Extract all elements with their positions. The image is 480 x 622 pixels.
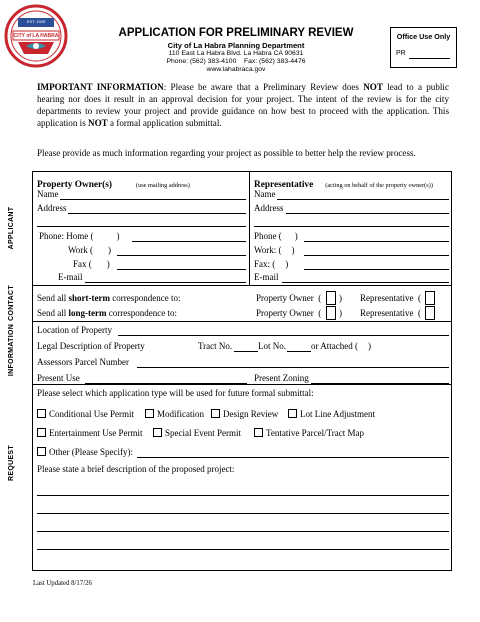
design-review-checkbox[interactable] <box>211 409 220 418</box>
intro-text-b: lead to a public hearing nor does it result in an approval decision for your project. The intent of the review is for the city departments to review your project and provide guidance on how best to proceed with the application. This application is <box>37 82 449 128</box>
location-label: Location of Property <box>37 325 112 335</box>
option-tentative-parcel-tract-map[interactable] <box>254 428 364 439</box>
rep-phone-field[interactable] <box>304 241 449 242</box>
section-label-request: REQUEST <box>8 445 15 481</box>
long-term-text-b: long-term <box>68 308 107 318</box>
apn-field[interactable] <box>137 367 449 368</box>
intro-not-1: NOT <box>363 82 383 92</box>
department-name: City of La Habra Planning Department <box>167 41 305 50</box>
owner-heading-text: Property Owner(s) <box>37 180 112 190</box>
rep-fax-field[interactable] <box>304 269 449 270</box>
option-design-review[interactable] <box>211 409 278 420</box>
rep-work-paren: ) <box>291 245 295 255</box>
special-event-permit-label: Special Event Permit <box>165 428 241 438</box>
other-checkbox[interactable] <box>37 447 46 456</box>
lot-line-adjustment-label: Lot Line Adjustment <box>300 409 375 419</box>
project-description-line-4[interactable] <box>37 549 449 550</box>
rep-address-label: Address <box>254 203 284 213</box>
rep-address-field-2[interactable] <box>254 226 449 227</box>
short-term-text-a: Send all <box>37 293 69 303</box>
rep-email-label: E-mail <box>254 272 279 282</box>
long-term-text-a: Send all <box>37 308 69 318</box>
present-use-label: Present Use <box>37 373 80 383</box>
attached-text: or Attached ( <box>311 341 358 351</box>
rep-heading <box>254 174 433 192</box>
owner-name-field[interactable] <box>60 199 246 200</box>
long-term-rep-label: Representative ( <box>360 308 421 318</box>
short-term-text-c: correspondence to: <box>109 293 181 303</box>
long-term-owner-close: ) <box>339 308 342 318</box>
rep-email-field[interactable] <box>282 282 449 283</box>
rep-phone-text: Phone ( <box>254 231 282 241</box>
project-description-line-1[interactable] <box>37 495 449 496</box>
owner-email-field[interactable] <box>85 282 246 283</box>
option-other[interactable] <box>37 447 133 458</box>
rep-address-field[interactable] <box>286 213 449 214</box>
section-label-contact: CONTACT <box>8 285 15 321</box>
project-description-line-2[interactable] <box>37 513 449 514</box>
owner-fax-label <box>73 259 110 270</box>
department-phone: Phone: (562) 383-4100 <box>166 58 237 65</box>
section-label-applicant: APPLICANT <box>8 206 15 250</box>
apn-label: Assessors Parcel Number <box>37 357 129 367</box>
entertainment-use-permit-checkbox[interactable] <box>37 428 46 437</box>
owner-home-phone-field[interactable] <box>132 241 246 242</box>
owner-home-phone-paren: ) <box>116 231 120 241</box>
form-left-border <box>32 171 33 571</box>
long-term-correspondence-label <box>37 308 177 319</box>
owner-address-field[interactable] <box>68 213 246 214</box>
tract-field[interactable] <box>234 351 258 352</box>
lot-field[interactable] <box>287 351 311 352</box>
conditional-use-permit-label: Conditional Use Permit <box>49 409 134 419</box>
rep-fax-paren: ) <box>285 259 289 269</box>
owner-name-label: Name <box>37 189 59 199</box>
option-lot-line-adjustment[interactable] <box>288 409 375 420</box>
intro-text-a: : Please be aware that a Preliminary Review does <box>163 82 364 92</box>
rep-phone-label <box>254 231 298 242</box>
modification-label: Modification <box>157 409 204 419</box>
rep-work-text: Work: ( <box>254 245 282 255</box>
short-term-rep-checkbox[interactable] <box>425 291 435 305</box>
legal-description-label: Legal Description of Property <box>37 341 145 351</box>
owner-work-phone-label <box>68 245 111 256</box>
pr-label: PR <box>396 50 406 57</box>
long-term-owner-label: Property Owner ( <box>256 308 322 318</box>
section-label-information: INFORMATION <box>8 323 15 377</box>
short-term-correspondence-label <box>37 293 180 304</box>
office-use-box <box>390 27 457 68</box>
short-term-owner-label: Property Owner ( <box>256 293 322 303</box>
tentative-parcel-tract-map-checkbox[interactable] <box>254 428 263 437</box>
option-conditional-use-permit[interactable] <box>37 409 134 420</box>
instructions-paragraph: Please provide as much information regarding your project as possible to better help the review process. <box>37 148 416 158</box>
owner-address-label: Address <box>37 203 67 213</box>
short-term-owner-close: ) <box>339 293 342 303</box>
modification-checkbox[interactable] <box>145 409 154 418</box>
long-term-owner-text: Property Owner <box>256 308 314 318</box>
owner-email-label: E-mail <box>58 272 83 282</box>
office-use-title: Office Use Only <box>396 32 451 41</box>
rep-heading-text: Representative <box>254 180 314 190</box>
present-zoning-field[interactable] <box>311 383 449 384</box>
special-event-permit-checkbox[interactable] <box>153 428 162 437</box>
rep-fax-label <box>254 259 288 270</box>
applicant-divider <box>249 171 250 285</box>
present-use-field[interactable] <box>85 383 247 384</box>
seal-est-text: EST. 1925 <box>26 19 46 24</box>
tentative-parcel-tract-map-label: Tentative Parcel/Tract Map <box>266 428 365 438</box>
owner-home-phone-label <box>39 231 120 242</box>
applicant-bottom-border <box>33 285 452 286</box>
department-address: 110 East La Habra Blvd. La Habra CA 90631 <box>168 50 304 57</box>
other-specify-field[interactable] <box>137 457 449 458</box>
short-term-owner-checkbox[interactable] <box>326 291 336 305</box>
rep-fax-text: Fax: ( <box>254 259 276 269</box>
owner-fax-text: Fax ( <box>73 259 92 269</box>
option-entertainment-use-permit[interactable] <box>37 428 142 439</box>
project-description-line-3[interactable] <box>37 531 449 532</box>
form-bottom-border <box>33 570 452 571</box>
short-term-text-b: short-term <box>68 293 110 303</box>
owner-heading-note: (use mailing address) <box>135 182 190 189</box>
city-seal <box>4 4 68 68</box>
rep-work-field[interactable] <box>304 255 449 256</box>
short-term-owner-text: Property Owner <box>256 293 314 303</box>
city-website[interactable]: www.lahabraca.gov <box>206 66 266 73</box>
tract-label: Tract No. <box>198 341 233 351</box>
owner-fax-field[interactable] <box>117 269 246 270</box>
lot-label: Lot No. <box>258 341 286 351</box>
rep-heading-note: (acting on behalf of the property owner(s)) <box>325 182 433 189</box>
option-special-event-permit[interactable] <box>153 428 241 439</box>
location-field[interactable] <box>118 335 449 336</box>
rep-phone-paren: ) <box>294 231 298 241</box>
attached-label <box>311 341 371 352</box>
important-information-paragraph <box>37 81 449 129</box>
other-label: Other (Please Specify): <box>49 447 133 457</box>
project-description-label: Please state a brief description of the proposed project: <box>37 464 235 474</box>
department-fax: Fax: (562) 383-4476 <box>243 58 306 65</box>
lot-line-adjustment-checkbox[interactable] <box>288 409 297 418</box>
entertainment-use-permit-label: Entertainment Use Permit <box>49 428 143 438</box>
owner-work-phone-text: Work ( <box>68 245 94 255</box>
pr-number-field[interactable] <box>409 58 450 59</box>
intro-not-2: NOT <box>88 118 108 128</box>
important-information-lead: IMPORTANT INFORMATION <box>37 82 164 92</box>
form-right-border <box>451 171 452 571</box>
department-phone-fax <box>108 58 364 65</box>
last-updated: Last Updated 8/17/26 <box>33 580 92 587</box>
long-term-owner-checkbox[interactable] <box>326 306 336 320</box>
application-type-prompt: Please select which application type will be used for future formal submittal: <box>37 388 314 398</box>
owner-address-field-2[interactable] <box>37 226 246 227</box>
owner-work-phone-field[interactable] <box>117 255 246 256</box>
seal-city-text: CITY of LA HABRA <box>13 33 59 39</box>
form-top-border <box>33 171 452 172</box>
option-modification[interactable] <box>145 409 204 420</box>
present-zoning-label: Present Zoning <box>254 373 309 383</box>
rep-name-field[interactable] <box>277 199 449 200</box>
long-term-text-c: correspondence to: <box>106 308 177 318</box>
intro-text-c: a formal application submittal. <box>107 118 222 128</box>
attached-close: ) <box>367 341 371 351</box>
information-bottom-border <box>33 384 452 385</box>
owner-fax-paren: ) <box>106 259 110 269</box>
rep-work-label <box>254 245 295 256</box>
long-term-rep-text: Representative <box>360 308 414 318</box>
contact-bottom-border <box>33 321 452 322</box>
form-title: APPLICATION FOR PRELIMINARY REVIEW <box>118 27 354 39</box>
owner-work-phone-paren: ) <box>108 245 112 255</box>
conditional-use-permit-checkbox[interactable] <box>37 409 46 418</box>
long-term-rep-checkbox[interactable] <box>425 306 435 320</box>
owner-heading <box>37 174 190 192</box>
design-review-label: Design Review <box>223 409 279 419</box>
owner-home-phone-text: Phone: Home ( <box>39 231 94 241</box>
rep-name-label: Name <box>254 189 276 199</box>
short-term-rep-text: Representative <box>360 293 414 303</box>
short-term-rep-label: Representative ( <box>360 293 421 303</box>
